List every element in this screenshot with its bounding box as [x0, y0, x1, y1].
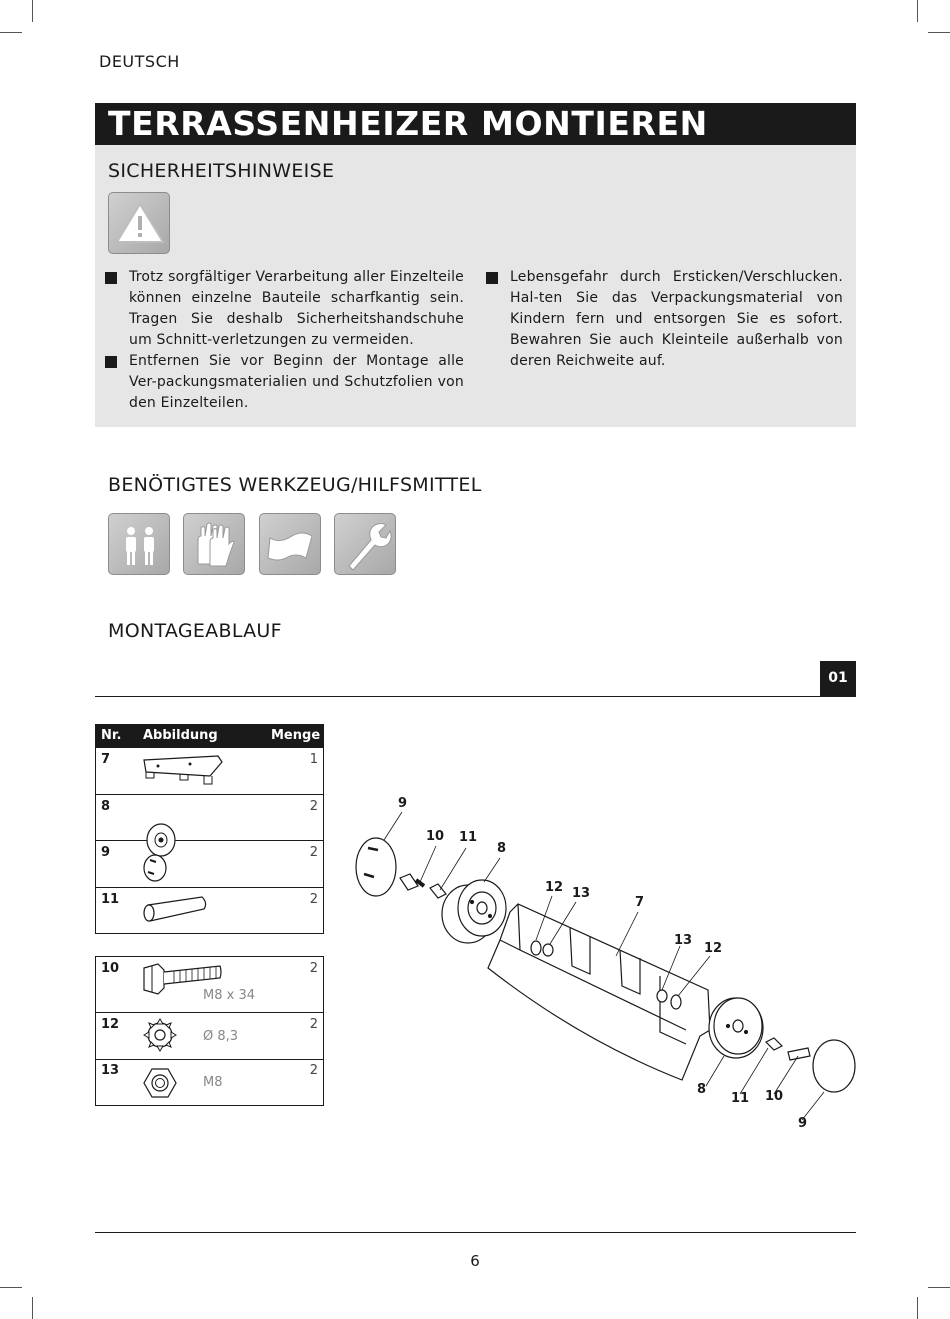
- row-qty: 2: [309, 961, 318, 976]
- page-title: TERRASSENHEIZER MONTIEREN: [108, 104, 708, 143]
- bullet-square: [105, 272, 117, 284]
- callout-label: 12: [545, 880, 564, 895]
- callout-label: 13: [572, 886, 591, 901]
- header-nr: Nr.: [101, 728, 122, 743]
- row-spec: M8 x 34: [203, 988, 255, 1003]
- safety-text: Trotz sorgfältiger Verarbeitung aller Einzelteile können einzelne Bauteile scharfkantig sein. Tragen Sie deshalb Sicherheitshandschuhe um Schnitt-verletzungen zu vermeiden.: [129, 269, 464, 348]
- safety-bullet: [476, 267, 843, 372]
- row-qty: 2: [309, 799, 318, 814]
- row-nr: 13: [101, 1063, 120, 1078]
- crop-mark: [928, 1287, 950, 1288]
- table-row-divider: [95, 887, 324, 888]
- tools-heading: BENÖTIGTES WERKZEUG/HILFSMITTEL: [108, 474, 482, 496]
- page-number: 6: [470, 1252, 480, 1270]
- callout-label: 9: [798, 1116, 808, 1131]
- safety-bullet: [95, 267, 464, 351]
- callout-label: 11: [731, 1091, 750, 1106]
- crop-mark: [32, 0, 33, 22]
- callout-label: 13: [674, 933, 693, 948]
- row-qty: 2: [309, 1017, 318, 1032]
- crop-mark: [0, 32, 22, 33]
- row-spec: M8: [203, 1075, 223, 1090]
- row-nr: 7: [101, 752, 111, 767]
- row-nr: 10: [101, 961, 120, 976]
- callout-label: 10: [426, 829, 445, 844]
- table-row-divider: [95, 794, 324, 795]
- two-persons-icon: [108, 513, 170, 575]
- row-nr: 8: [101, 799, 111, 814]
- language-label: DEUTSCH: [99, 52, 180, 71]
- callout-label: 12: [704, 941, 723, 956]
- sleeve-part-icon: [140, 893, 210, 929]
- callout-label: 9: [398, 796, 408, 811]
- crop-mark: [928, 32, 950, 33]
- wrench-icon: [334, 513, 396, 575]
- step-divider: [95, 696, 856, 697]
- row-qty: 2: [309, 1063, 318, 1078]
- step-number-badge: 01: [820, 661, 856, 696]
- header-qty: Menge: [271, 728, 321, 743]
- table-row-divider: [95, 840, 324, 841]
- lock-washer-icon: [142, 1016, 178, 1054]
- row-qty: 2: [309, 845, 318, 860]
- callout-label: 11: [459, 830, 478, 845]
- row-qty: 2: [309, 892, 318, 907]
- crop-mark: [0, 1287, 22, 1288]
- bracket-part-icon: [140, 752, 230, 792]
- callout-label: 7: [635, 895, 645, 910]
- row-nr: 11: [101, 892, 120, 907]
- callout-label: 10: [765, 1089, 784, 1104]
- bullet-square: [486, 272, 498, 284]
- crop-mark: [917, 1297, 918, 1319]
- table-row-divider: [95, 1012, 324, 1013]
- row-nr: 9: [101, 845, 111, 860]
- hex-nut-icon: [142, 1065, 178, 1101]
- safety-left-column: [95, 267, 464, 414]
- header-figure: Abbildung: [143, 728, 218, 743]
- callout-label: 8: [497, 841, 507, 856]
- table-row-divider: [95, 1059, 324, 1060]
- assembly-heading: MONTAGEABLAUF: [108, 620, 282, 642]
- crop-mark: [917, 0, 918, 22]
- gloves-icon: [183, 513, 245, 575]
- row-qty: 1: [309, 752, 318, 767]
- safety-heading: SICHERHEITSHINWEISE: [108, 160, 335, 182]
- row-spec: Ø 8,3: [203, 1029, 239, 1044]
- safety-bullet: [95, 351, 464, 414]
- safety-right-column: [476, 267, 843, 372]
- safety-text: Lebensgefahr durch Ersticken/Verschlucken. Hal-ten Sie das Verpackungsmaterial von Kindern fern und entsorgen Sie es sofort. Bewahren Sie auch Kleinteile außerhalb von deren Reichweite auf.: [510, 269, 843, 369]
- wheel-part-icon: [140, 820, 180, 890]
- cloth-icon: [259, 513, 321, 575]
- bolt-part-icon: [140, 960, 224, 996]
- warning-icon: [108, 192, 170, 254]
- row-nr: 12: [101, 1017, 120, 1032]
- crop-mark: [32, 1297, 33, 1319]
- bullet-square: [105, 356, 117, 368]
- footer-divider: [95, 1232, 856, 1233]
- safety-text: Entfernen Sie vor Beginn der Montage alle Ver-packungsmaterialien und Schutzfolien von den Einzelteilen.: [129, 353, 464, 411]
- callout-label: 8: [697, 1082, 707, 1097]
